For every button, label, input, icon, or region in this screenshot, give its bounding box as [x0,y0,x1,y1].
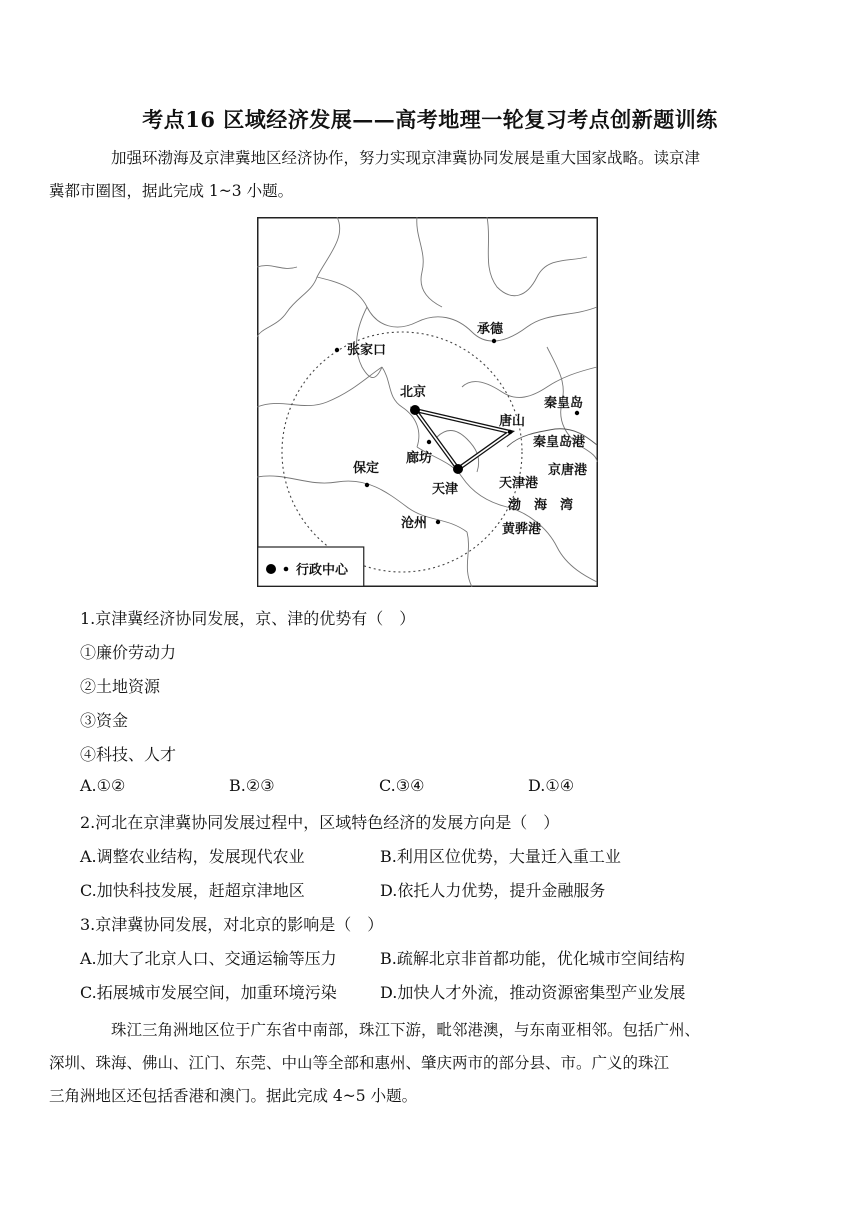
q1-stem: 1.京津冀经济协同发展，京、津的优势有（ ） [80,609,416,628]
tianjin-dot [453,464,463,474]
q2-option-d[interactable]: D.依托人力优势，提升金融服务 [380,881,606,900]
q3-option-b[interactable]: B.疏解北京非首都功能，优化城市空间结构 [380,949,685,968]
q1-item-4: ④科技、人才 [80,745,177,764]
baoding-dot [365,483,369,487]
beijing-dot [410,405,420,415]
jingjinji-map [257,217,598,587]
q2-option-c[interactable]: C.加快科技发展，赶超京津地区 [80,881,305,900]
label-langfang: 廊坊 [406,451,433,466]
qinhuangdao-dot [575,411,579,415]
q3-option-c[interactable]: C.拓展城市发展空间，加重环境污染 [80,983,337,1002]
q3-stem: 3.京津冀协同发展，对北京的影响是（ ） [80,915,384,934]
legend-large-dot [266,564,276,574]
label-qinhuangdao-port: 秦皇岛港 [533,435,586,450]
intro-paragraph-2 [49,1014,780,1113]
q3-option-a[interactable]: A.加大了北京人口、交通运输等压力 [80,949,337,968]
q1-item-1: ①廉价劳动力 [80,643,177,662]
map-legend [258,547,364,586]
label-chengde: 承德 [477,322,504,337]
q1-item-3: ③资金 [80,711,129,730]
label-tianjin: 天津 [432,482,459,497]
legend-small-dot [284,567,289,572]
label-zhangjiakou: 张家口 [347,343,387,358]
q3-option-d[interactable]: D.加快人才外流，推动资源密集型产业发展 [380,983,686,1002]
page-title: 考点16 区域经济发展——高考地理一轮复习考点创新题训练 [142,107,718,132]
intro-1-line-2: 冀都市圈图，据此完成 1~3 小题。 [49,182,294,200]
label-tangshan: 唐山 [499,414,526,429]
cangzhou-dot [436,520,440,524]
chengde-dot [492,339,496,343]
q1-option-a[interactable]: A.①② [80,776,126,795]
q1-option-d[interactable]: D.①④ [528,776,575,795]
zhangjiakou-dot [335,348,339,352]
q2-stem: 2.河北在京津冀协同发展过程中，区域特色经济的发展方向是（ ） [80,813,560,832]
q2-option-b[interactable]: B.利用区位优势，大量迁入重工业 [380,847,621,866]
intro-2-line-1: 珠江三角洲地区位于广东省中南部，珠江下游，毗邻港澳，与东南亚相邻。包括广州、 [111,1021,701,1039]
tangshan-dot [508,430,512,434]
label-beijing: 北京 [400,385,427,400]
intro-2-line-3: 三角洲地区还包括香港和澳门。据此完成 4~5 小题。 [49,1087,418,1105]
label-baoding: 保定 [353,461,380,476]
label-jingtang-port: 京唐港 [548,463,588,478]
legend-label: 行政中心 [296,563,349,578]
q1-item-2: ②土地资源 [80,677,161,696]
intro-1-line-1: 加强环渤海及京津冀地区经济协作，努力实现京津冀协同发展是重大国家战略。读京津 [111,149,701,167]
intro-paragraph-1 [49,142,780,208]
label-huanghua-port: 黄骅港 [502,522,542,537]
langfang-dot [427,440,431,444]
q1-option-c[interactable]: C.③④ [379,776,425,795]
label-cangzhou: 沧州 [401,516,428,531]
label-qinhuangdao: 秦皇岛 [544,396,584,411]
label-tianjin-port: 天津港 [499,476,539,491]
q2-option-a[interactable]: A.调整农业结构，发展现代农业 [80,847,305,866]
label-bohai-bay: 渤 海 湾 [508,498,574,513]
intro-2-line-2: 深圳、珠海、佛山、江门、东莞、中山等全部和惠州、肇庆两市的部分县、市。广义的珠江 [49,1054,670,1072]
q1-option-b[interactable]: B.②③ [229,776,275,795]
